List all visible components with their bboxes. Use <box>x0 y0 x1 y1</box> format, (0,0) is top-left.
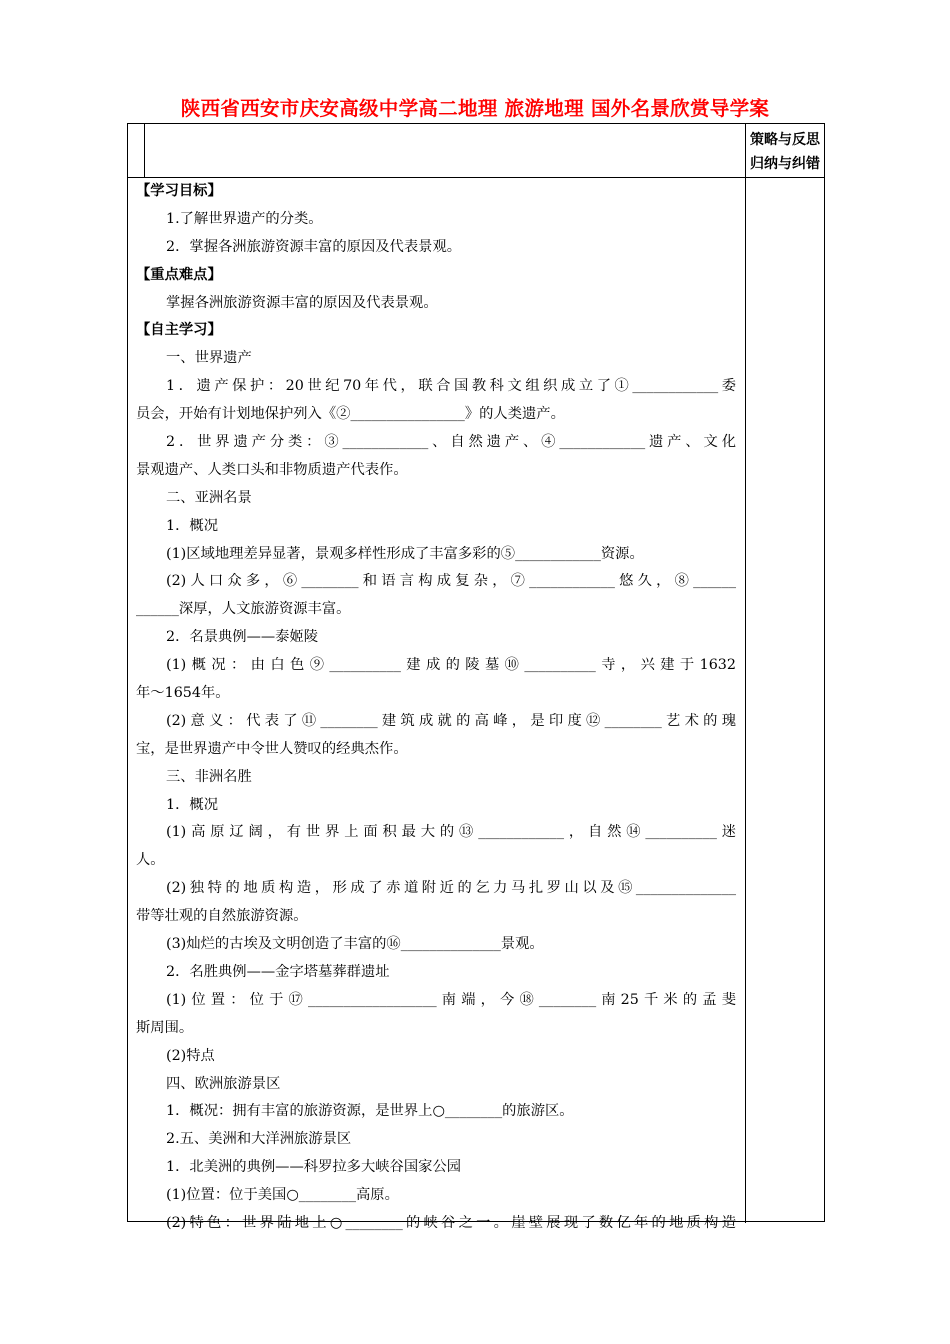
text-line: ______深厚，人文旅游资源丰富。 <box>136 601 351 618</box>
text-line: 1．概况 <box>166 517 218 534</box>
main-content <box>136 178 736 1238</box>
text-line: 1.了解世界遗产的分类。 <box>166 210 323 227</box>
text-line: (2)人口众多，⑥________和语言构成复杂，⑦____________悠久，⑧______ <box>166 573 736 590</box>
side-header-line2: 归纳与纠错 <box>750 156 820 172</box>
text-line: 一、世界遗产 <box>166 350 252 367</box>
text-line: 1．概况 <box>166 796 218 813</box>
text-line: 掌握各洲旅游资源丰富的原因及代表景观。 <box>166 294 438 311</box>
text-line: 【学习目标】 <box>136 183 222 199</box>
text-line: 2．世界遗产分类：③____________、自然遗产、④____________遗产、文化 <box>166 434 736 451</box>
text-line: 二、亚洲名景 <box>166 489 252 506</box>
text-line: 2．名景典例——泰姬陵 <box>166 629 319 646</box>
text-line: 2．名胜典例——金字塔墓葬群遗址 <box>166 963 390 980</box>
text-line: 三、非洲名胜 <box>166 768 252 785</box>
text-line: (2)独特的地质构造，形成了赤道附近的乞力马扎罗山以及⑮______________ <box>166 880 736 897</box>
text-line: (1)区域地理差异显著，景观多样性形成了丰富多彩的⑤____________资源。 <box>166 545 644 562</box>
text-line: (3)灿烂的古埃及文明创造了丰富的⑯______________景观。 <box>166 936 544 953</box>
text-line: 年～1654年。 <box>136 685 230 702</box>
table-divider-right <box>745 124 746 1223</box>
worksheet-table <box>127 123 825 1231</box>
text-line: 宝，是世界遗产中令世人赞叹的经典杰作。 <box>136 740 408 757</box>
text-line: 1．北美洲的典例——科罗拉多大峡谷国家公园 <box>166 1159 462 1176</box>
text-line: (2)意义：代表了⑪________建筑成就的高峰，是印度⑫________艺术的瑰 <box>166 712 736 729</box>
text-line: (1)概况：由白色⑨__________建成的陵墓⑩__________寺，兴建于1632 <box>166 657 736 674</box>
side-column-header <box>746 128 824 176</box>
text-line: (2)特色：世界陆地上○________的峡谷之一。崖壁展现了数亿年的地质构造 <box>166 1214 736 1231</box>
text-line: 【重点难点】 <box>136 266 222 283</box>
text-line: 景观遗产、人类口头和非物质遗产代表作。 <box>136 461 408 478</box>
text-line: 2．掌握各洲旅游资源丰富的原因及代表景观。 <box>166 238 462 255</box>
text-line: 【自主学习】 <box>136 322 222 339</box>
text-line: (1)位置：位于⑰__________________南端，今⑱________南25千米的孟斐 <box>166 991 736 1008</box>
text-line: 员会，开始有计划地保护列入《②________________》的人类遗产。 <box>136 406 565 423</box>
text-line: (1)高原辽阔，有世界上面积最大的⑬____________，自然⑭__________迷 <box>166 824 736 841</box>
table-divider-left <box>144 124 145 177</box>
text-line: 1．遗产保护：20世纪70年代，联合国教科文组织成立了①____________委 <box>166 378 736 395</box>
text-line: 1．概况：拥有丰富的旅游资源，是世界上○________的旅游区。 <box>166 1103 574 1120</box>
text-line: 带等壮观的自然旅游资源。 <box>136 908 308 925</box>
text-line: 人。 <box>136 852 165 869</box>
text-line: 2.五、美洲和大洋洲旅游景区 <box>166 1131 352 1148</box>
text-line: 斯周围。 <box>136 1019 194 1036</box>
document-title: 陕西省西安市庆安高级中学高二地理 旅游地理 国外名景欣赏导学案 <box>180 97 770 120</box>
text-line: (2)特点 <box>166 1047 215 1064</box>
side-header-line1: 策略与反思 <box>750 132 820 148</box>
text-line: 四、欧洲旅游景区 <box>166 1075 281 1092</box>
text-line: (1)位置：位于美国○________高原。 <box>166 1187 399 1204</box>
